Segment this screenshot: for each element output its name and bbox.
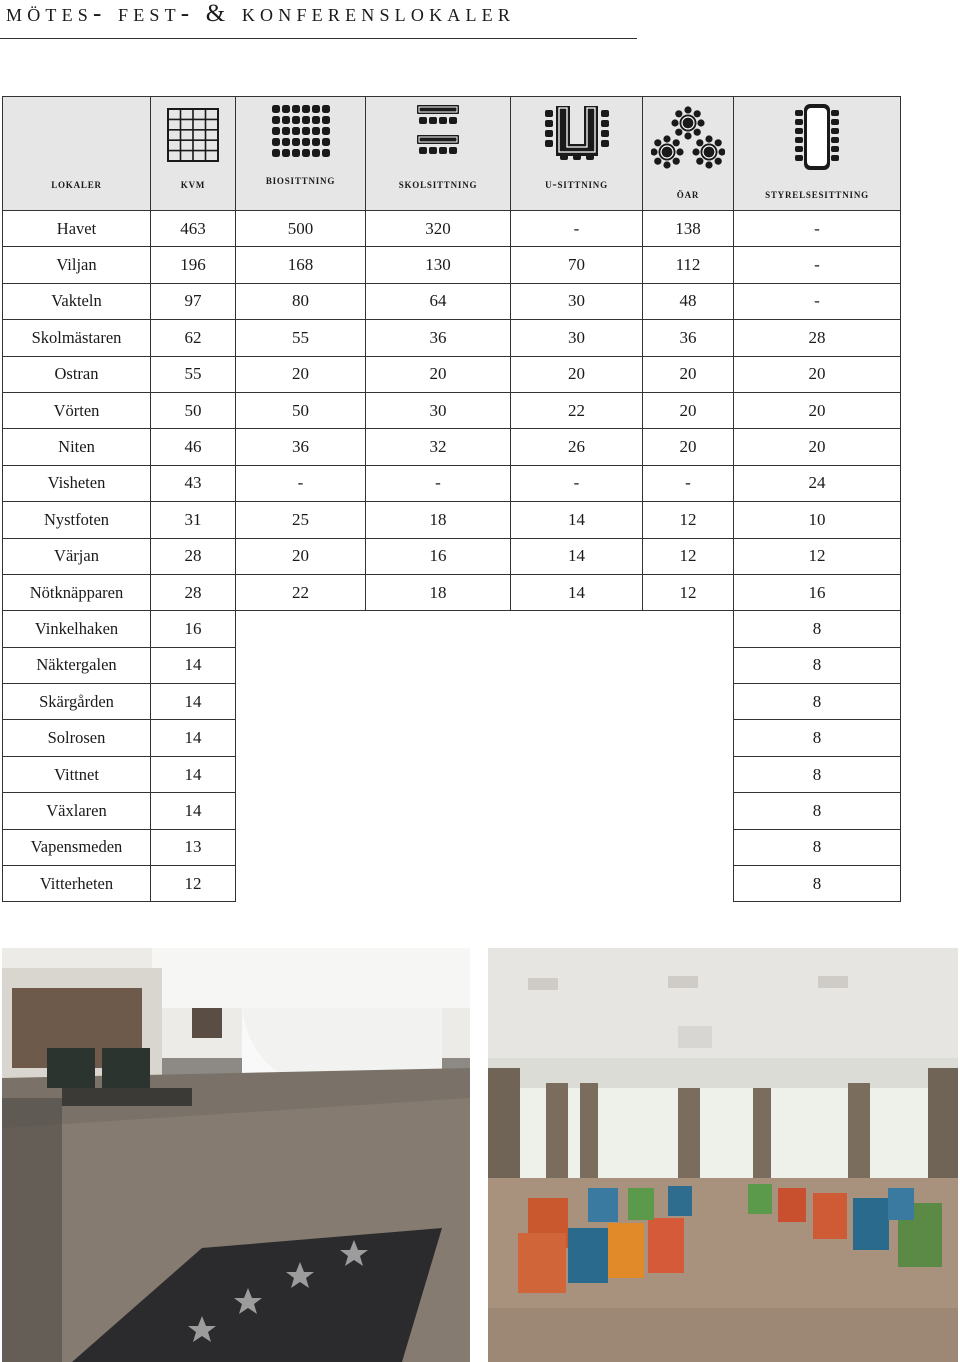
cell-styr: 8 [734, 720, 901, 756]
cell-kvm: 97 [151, 283, 236, 319]
table-row [3, 392, 901, 428]
cell-name: Vitterheten [3, 866, 151, 902]
classroom-seating-icon [415, 104, 461, 162]
cell-bio: 500 [236, 211, 366, 247]
cell-name: Näktergalen [3, 647, 151, 683]
cell-u: 70 [511, 247, 643, 283]
header-kvm: kvm [151, 97, 236, 211]
cell-u: 14 [511, 574, 643, 610]
cell-name: Värjan [3, 538, 151, 574]
title-rule [0, 38, 637, 39]
cell-kvm: 14 [151, 647, 236, 683]
cell-bio: 20 [236, 356, 366, 392]
cell-bio: 168 [236, 247, 366, 283]
blank-cell [236, 611, 366, 647]
cell-name: Vittnet [3, 756, 151, 792]
cell-name: Havet [3, 211, 151, 247]
cell-skol: 130 [366, 247, 511, 283]
cell-styr: 20 [734, 429, 901, 465]
header-biosittning: biosittning [236, 97, 366, 211]
header-styrelsesittning: styrelsesittning [734, 97, 901, 211]
blank-cell [236, 793, 366, 829]
cell-skol: 16 [366, 538, 511, 574]
cell-styr: - [734, 247, 901, 283]
cell-kvm: 16 [151, 611, 236, 647]
rooms-table [2, 96, 901, 902]
island-seating-icon [651, 106, 725, 172]
cell-styr: 8 [734, 684, 901, 720]
blank-cell [643, 647, 734, 683]
table-row [3, 356, 901, 392]
cell-u: 30 [511, 283, 643, 319]
cell-oar: 20 [643, 356, 734, 392]
blank-cell [511, 720, 643, 756]
table-row [3, 429, 901, 465]
cell-bio: 55 [236, 320, 366, 356]
page-title: mötes- fest- & konferenslokaler [6, 0, 516, 27]
cell-oar: 138 [643, 211, 734, 247]
table-row [3, 574, 901, 610]
blank-cell [366, 684, 511, 720]
cell-styr: 16 [734, 574, 901, 610]
table-body [3, 211, 901, 902]
cell-kvm: 13 [151, 829, 236, 865]
cell-name: Vörten [3, 392, 151, 428]
cell-kvm: 14 [151, 756, 236, 792]
cell-styr: - [734, 211, 901, 247]
cell-styr: 20 [734, 392, 901, 428]
header-oar: öar [643, 97, 734, 211]
table-row [3, 538, 901, 574]
cell-u: 22 [511, 392, 643, 428]
cell-oar: 48 [643, 283, 734, 319]
blank-cell [643, 684, 734, 720]
cell-name: Skärgården [3, 684, 151, 720]
cell-skol: 32 [366, 429, 511, 465]
cell-kvm: 14 [151, 684, 236, 720]
cell-oar: 12 [643, 538, 734, 574]
table-row [3, 647, 901, 683]
table-row [3, 684, 901, 720]
u-shape-seating-icon [544, 104, 610, 162]
cell-kvm: 28 [151, 574, 236, 610]
cell-skol: 64 [366, 283, 511, 319]
cell-styr: - [734, 283, 901, 319]
lobby-photo [2, 948, 470, 1362]
header-usittning: u-sittning [511, 97, 643, 211]
blank-cell [236, 684, 366, 720]
table-row [3, 611, 901, 647]
theatre-seating-icon [271, 104, 331, 158]
table-row [3, 793, 901, 829]
table-row [3, 247, 901, 283]
table-row [3, 756, 901, 792]
blank-cell [366, 829, 511, 865]
blank-cell [366, 793, 511, 829]
cell-kvm: 31 [151, 502, 236, 538]
blank-cell [236, 720, 366, 756]
cell-kvm: 14 [151, 793, 236, 829]
blank-cell [366, 866, 511, 902]
cell-skol: 320 [366, 211, 511, 247]
cell-name: Vakteln [3, 283, 151, 319]
table-row [3, 465, 901, 501]
cell-skol: 30 [366, 392, 511, 428]
cell-bio: 22 [236, 574, 366, 610]
cell-bio: 50 [236, 392, 366, 428]
cell-kvm: 12 [151, 866, 236, 902]
blank-cell [366, 647, 511, 683]
cell-kvm: 50 [151, 392, 236, 428]
cell-name: Viljan [3, 247, 151, 283]
cell-styr: 24 [734, 465, 901, 501]
cell-name: Växlaren [3, 793, 151, 829]
cell-oar: 20 [643, 392, 734, 428]
cell-styr: 8 [734, 756, 901, 792]
table-row [3, 829, 901, 865]
cell-bio: 36 [236, 429, 366, 465]
cell-kvm: 43 [151, 465, 236, 501]
blank-cell [366, 756, 511, 792]
table-header-row [3, 97, 901, 211]
cell-styr: 28 [734, 320, 901, 356]
cell-styr: 20 [734, 356, 901, 392]
cell-bio: - [236, 465, 366, 501]
cell-kvm: 28 [151, 538, 236, 574]
cell-skol: 36 [366, 320, 511, 356]
blank-cell [643, 720, 734, 756]
blank-cell [643, 866, 734, 902]
blank-cell [511, 829, 643, 865]
cell-bio: 25 [236, 502, 366, 538]
conference-room-photo [488, 948, 958, 1362]
table-row [3, 320, 901, 356]
table-row [3, 866, 901, 902]
blank-cell [236, 829, 366, 865]
boardroom-seating-icon [794, 102, 840, 172]
cell-styr: 8 [734, 611, 901, 647]
cell-styr: 12 [734, 538, 901, 574]
cell-name: Ostran [3, 356, 151, 392]
header-skolsittning: skolsittning [366, 97, 511, 211]
cell-oar: 112 [643, 247, 734, 283]
cell-styr: 10 [734, 502, 901, 538]
table-row [3, 283, 901, 319]
blank-cell [643, 756, 734, 792]
cell-name: Solrosen [3, 720, 151, 756]
cell-u: 20 [511, 356, 643, 392]
blank-cell [643, 829, 734, 865]
cell-oar: 12 [643, 574, 734, 610]
cell-name: Nystfoten [3, 502, 151, 538]
cell-u: 26 [511, 429, 643, 465]
cell-name: Nötknäpparen [3, 574, 151, 610]
cell-oar: 36 [643, 320, 734, 356]
cell-oar: - [643, 465, 734, 501]
blank-cell [236, 756, 366, 792]
blank-cell [236, 647, 366, 683]
cell-u: 14 [511, 502, 643, 538]
header-lokaler: lokaler [3, 97, 151, 211]
blank-cell [366, 720, 511, 756]
blank-cell [511, 756, 643, 792]
cell-skol: 18 [366, 502, 511, 538]
table-row [3, 502, 901, 538]
table-row [3, 211, 901, 247]
blank-cell [643, 793, 734, 829]
blank-cell [511, 611, 643, 647]
cell-oar: 12 [643, 502, 734, 538]
table-row [3, 720, 901, 756]
cell-styr: 8 [734, 793, 901, 829]
cell-kvm: 62 [151, 320, 236, 356]
blank-cell [511, 866, 643, 902]
cell-kvm: 196 [151, 247, 236, 283]
cell-u: 14 [511, 538, 643, 574]
cell-u: 30 [511, 320, 643, 356]
cell-bio: 20 [236, 538, 366, 574]
cell-bio: 80 [236, 283, 366, 319]
cell-skol: 20 [366, 356, 511, 392]
cell-styr: 8 [734, 866, 901, 902]
cell-styr: 8 [734, 829, 901, 865]
blank-cell [511, 647, 643, 683]
cell-name: Skolmästaren [3, 320, 151, 356]
cell-skol: 18 [366, 574, 511, 610]
cell-u: - [511, 465, 643, 501]
cell-kvm: 46 [151, 429, 236, 465]
cell-name: Visheten [3, 465, 151, 501]
floor-grid-icon [167, 108, 219, 162]
cell-u: - [511, 211, 643, 247]
cell-kvm: 14 [151, 720, 236, 756]
blank-cell [366, 611, 511, 647]
cell-kvm: 463 [151, 211, 236, 247]
cell-name: Vapensmeden [3, 829, 151, 865]
cell-oar: 20 [643, 429, 734, 465]
cell-skol: - [366, 465, 511, 501]
blank-cell [643, 611, 734, 647]
blank-cell [511, 684, 643, 720]
cell-styr: 8 [734, 647, 901, 683]
blank-cell [511, 793, 643, 829]
blank-cell [236, 866, 366, 902]
cell-name: Niten [3, 429, 151, 465]
cell-name: Vinkelhaken [3, 611, 151, 647]
cell-kvm: 55 [151, 356, 236, 392]
